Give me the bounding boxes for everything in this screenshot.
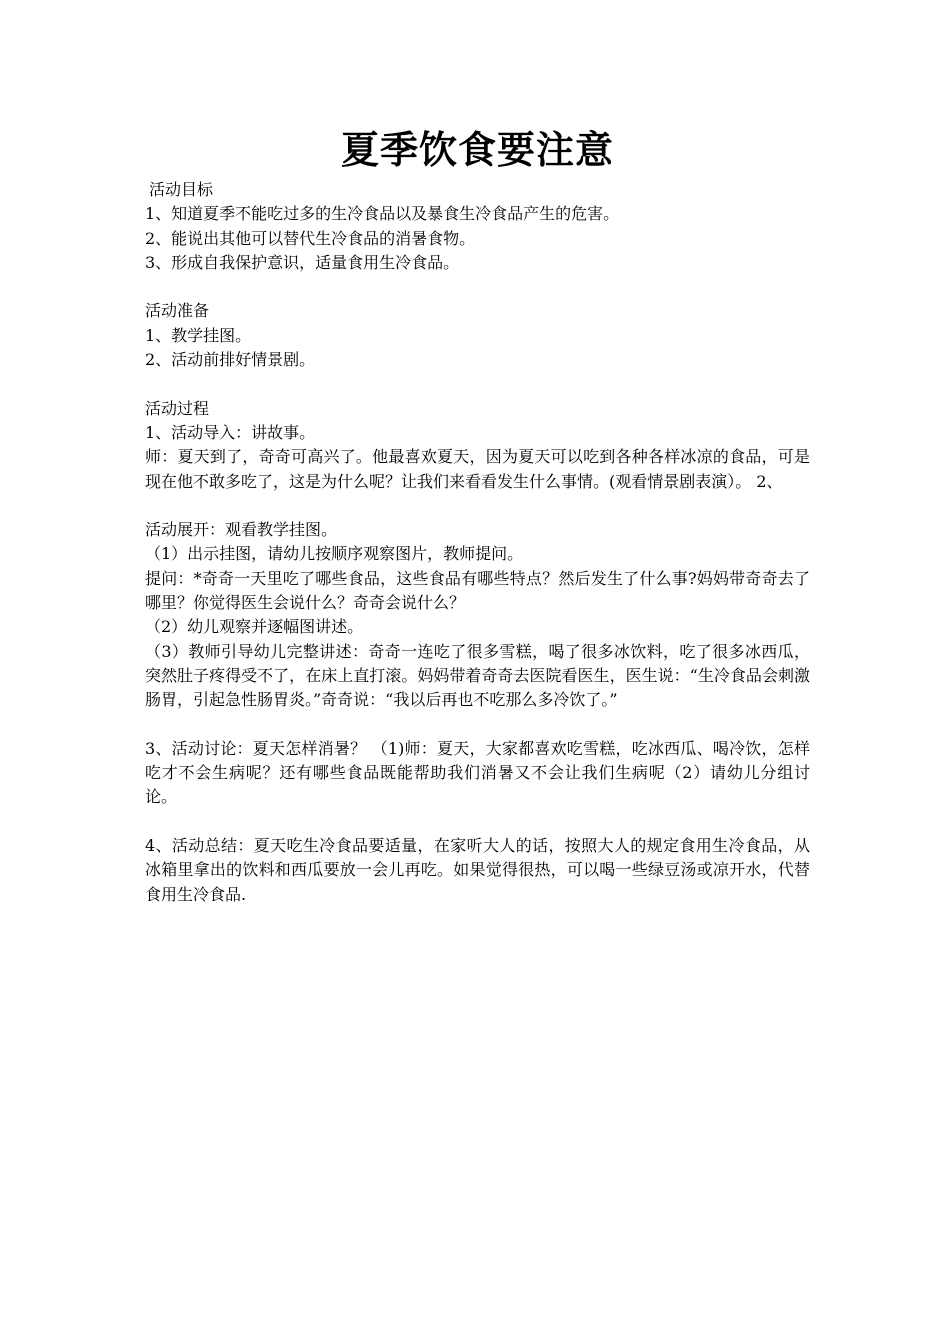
spacer <box>145 275 810 299</box>
spacer <box>145 810 810 834</box>
prep-item-2: 2、活动前排好情景剧。 <box>145 350 316 370</box>
expand-paragraph-3: （2）幼儿观察并逐幅图讲述。 <box>145 617 364 637</box>
expand-paragraph-2: 提问：*奇奇一天里吃了哪些食品，这些食品有哪些特点？然后发生了什么事?妈妈带奇奇去了哪里？你觉得医生会说什么？奇奇会说什么？ <box>145 568 810 613</box>
spacer <box>145 713 810 737</box>
goal-item-2: 2、能说出其他可以替代生冷食品的消暑食物。 <box>145 228 476 248</box>
goal-heading: 活动目标 <box>149 180 214 199</box>
spacer <box>145 372 810 396</box>
summary-paragraph: 4、活动总结：夏天吃生冷食品要适量，在家听大人的话，按照大人的规定食用生冷食品，从冰箱里拿出的饮料和西瓜要放一会儿再吃。如果觉得很热，可以喝一些绿豆汤或凉开水，代替食用生冷食品. <box>145 836 810 904</box>
process-heading: 活动过程 <box>145 398 210 418</box>
prep-item-1: 1、教学挂图。 <box>145 325 252 345</box>
document-body <box>145 178 810 907</box>
process-story: 师：夏天到了，奇奇可高兴了。他最喜欢夏天，因为夏天可以吃到各种各样冰凉的食品，可是现在他不敢多吃了，这是为什么呢？让我们来看看发生什么事情。(观看情景剧表演）。 2、 <box>145 447 810 491</box>
goal-item-3: 3、形成自我保护意识，适量食用生冷食品。 <box>145 252 460 272</box>
expand-paragraph-4: （3）教师引导幼儿完整讲述：奇奇一连吃了很多雪糕，喝了很多冰饮料，吃了很多冰西瓜，突然肚子疼得受不了，在床上直打滚。妈妈带着奇奇去医院看医生，医生说：“生冷食品会刺激肠胃，引起急性肠胃炎。”奇奇说：“我以后再也不吃那么多冷饮了。” <box>145 641 810 710</box>
document-title: 夏季饮食要注意 <box>340 128 614 172</box>
goal-item-1: 1、知道夏季不能吃过多的生冷食品以及暴食生冷食品产生的危害。 <box>145 204 620 224</box>
prep-heading: 活动准备 <box>145 301 210 321</box>
expand-paragraph-1: （1）出示挂图，请幼儿按顺序观察图片，教师提问。 <box>145 544 524 564</box>
spacer <box>145 494 810 518</box>
expand-heading: 活动展开：观看教学挂图。 <box>145 520 338 540</box>
document-page <box>145 122 810 907</box>
discussion-paragraph: 3、活动讨论：夏天怎样消暑？ （1)师：夏天，大家都喜欢吃雪糕，吃冰西瓜、喝冷饮，怎样吃才不会生病呢？还有哪些食品既能帮助我们消暑又不会让我们生病呢（2）请幼儿分组讨论。 <box>145 738 810 807</box>
process-step-1: 1、活动导入：讲故事。 <box>145 422 316 442</box>
